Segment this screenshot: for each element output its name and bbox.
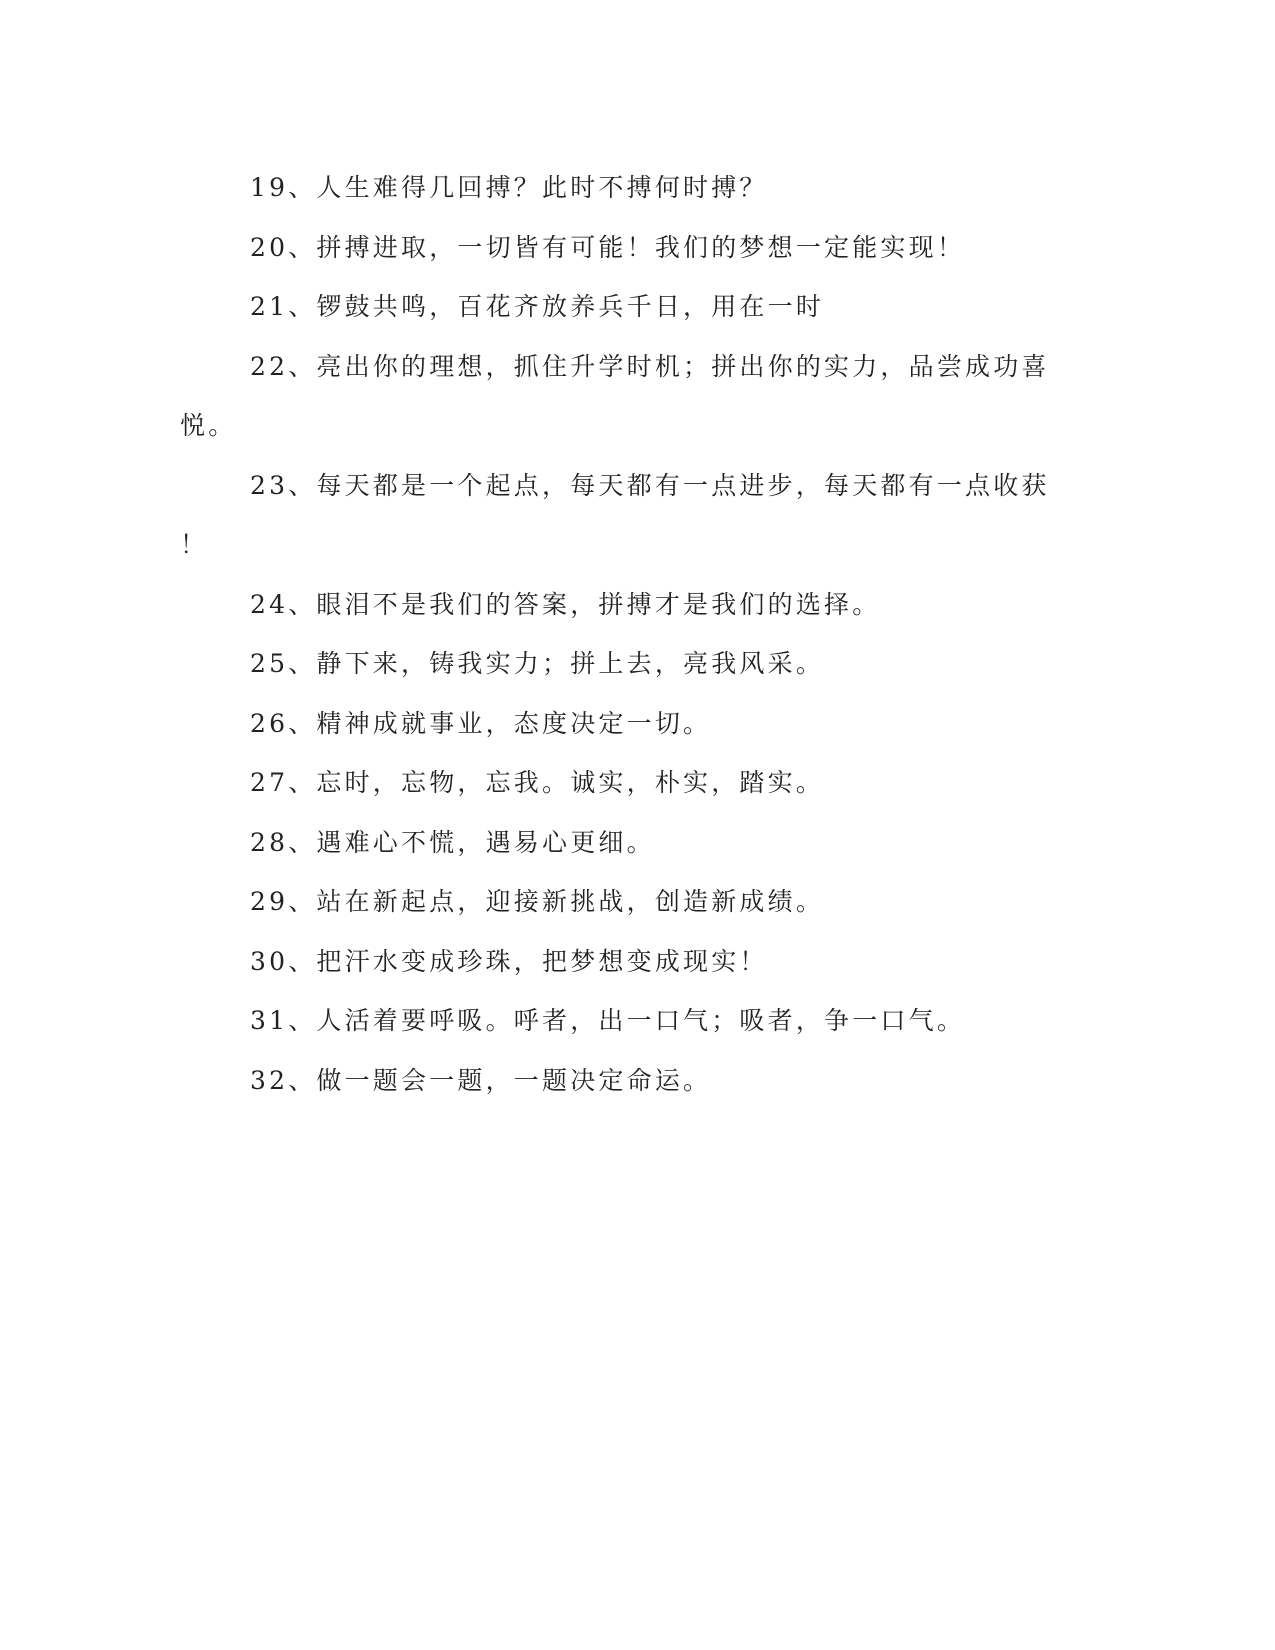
list-item-23: 23、每天都是一个起点，每天都有一点进步，每天都有一点收获: [250, 470, 1050, 500]
list-item-19: 19、人生难得几回搏？此时不搏何时搏？: [250, 173, 768, 202]
slogan-list: [180, 158, 1050, 1110]
list-item-22: 22、亮出你的理想，抓住升学时机；拼出你的实力，品尝成功喜: [250, 351, 1050, 381]
list-item-22-continuation: 悦。: [180, 411, 237, 440]
list-item-21: 21、锣鼓共鸣，百花齐放养兵千日，用在一时: [250, 292, 825, 321]
list-item-29: 29、站在新起点，迎接新挑战，创造新成绩。: [250, 887, 825, 916]
list-item-27: 27、忘时，忘物，忘我。诚实，朴实，踏实。: [250, 768, 825, 797]
list-item-25: 25、静下来，铸我实力；拼上去，亮我风采。: [250, 649, 825, 678]
list-item-24: 24、眼泪不是我们的答案，拼搏才是我们的选择。: [250, 589, 881, 619]
list-item-31: 31、人活着要呼吸。呼者，出一口气；吸者，争一口气。: [250, 1006, 966, 1035]
list-item-32: 32、做一题会一题，一题决定命运。: [250, 1065, 712, 1095]
list-item-20: 20、拼搏进取，一切皆有可能！我们的梦想一定能实现！: [250, 232, 966, 262]
list-item-28: 28、遇难心不慌，遇易心更细。: [250, 827, 655, 857]
list-item-30: 30、把汗水变成珍珠，把梦想变成现实！: [250, 946, 768, 976]
list-item-23-continuation: ！: [180, 530, 209, 559]
list-item-26: 26、精神成就事业，态度决定一切。: [250, 708, 712, 738]
